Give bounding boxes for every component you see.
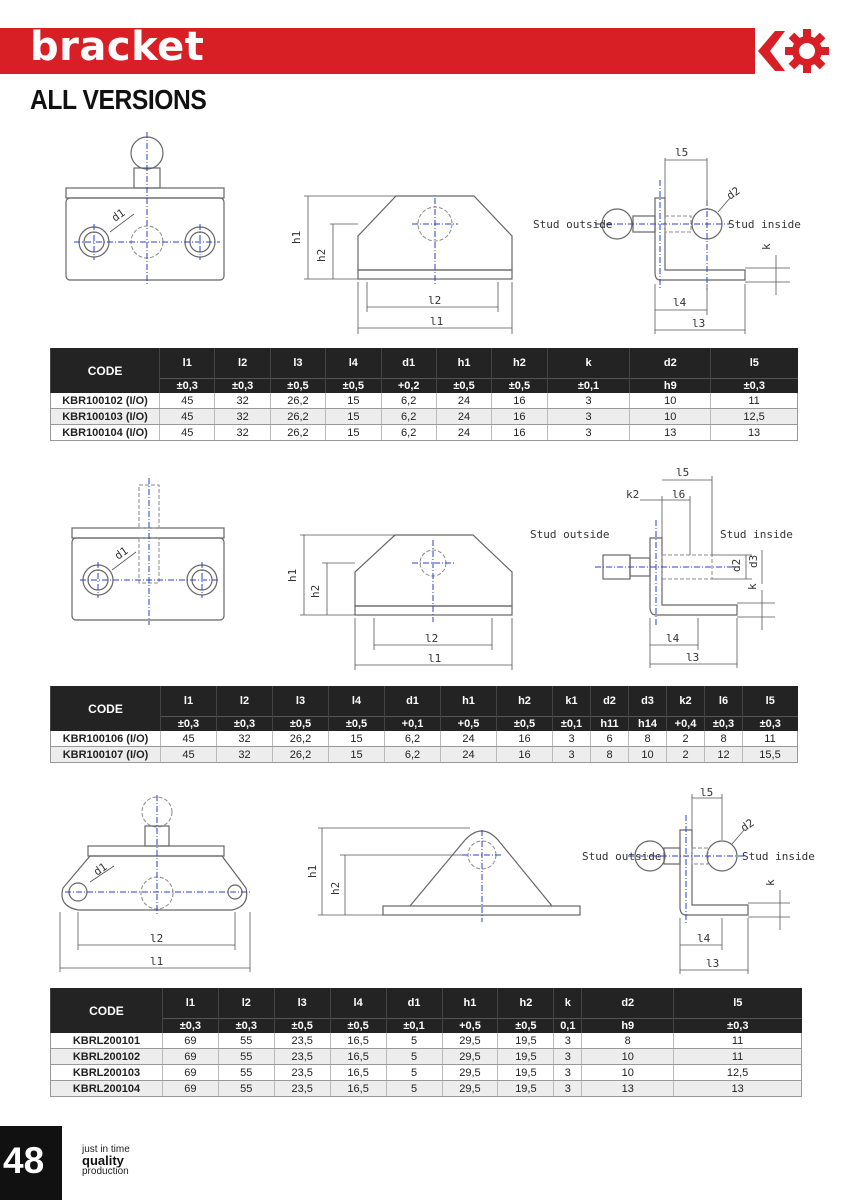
- table-cell: 26,2: [270, 409, 325, 425]
- table-cell: 16,5: [330, 1081, 386, 1097]
- tolerance-header: h9: [582, 1019, 674, 1034]
- col-header: d3: [629, 686, 667, 717]
- col-header: d2: [630, 348, 711, 379]
- table-cell: 5: [386, 1049, 442, 1065]
- table-cell: 29,5: [442, 1049, 498, 1065]
- table-cell: 29,5: [442, 1081, 498, 1097]
- product-code: KBR100107 (I/O): [51, 747, 161, 763]
- table-cell: 3: [554, 1081, 582, 1097]
- col-header: l4: [330, 988, 386, 1019]
- table-cell: 8: [591, 747, 629, 763]
- label-h1: h1: [290, 230, 303, 244]
- table-cell: 2: [667, 731, 705, 747]
- label-stud-outside-2: Stud outside: [530, 528, 610, 541]
- table-cell: 10: [630, 409, 711, 425]
- tolerance-header: h11: [591, 717, 629, 732]
- table-cell: 26,2: [270, 393, 325, 409]
- table-cell: 3: [553, 731, 591, 747]
- col-header: h1: [442, 988, 498, 1019]
- table-cell: 23,5: [274, 1065, 330, 1081]
- label-l1-2: l1: [428, 652, 442, 665]
- table-cell: 10: [582, 1049, 674, 1065]
- label-k-2: k: [746, 583, 759, 590]
- col-header: l3: [273, 686, 329, 717]
- tolerance-header: ±0,5: [270, 379, 325, 394]
- label-d1: d1: [109, 206, 128, 225]
- table-cell: 24: [441, 731, 497, 747]
- table-cell: 13: [630, 425, 711, 441]
- table-cell: 6,2: [385, 747, 441, 763]
- tolerance-header: +0,1: [385, 717, 441, 732]
- label-h1-2: h1: [286, 568, 299, 582]
- table-cell: 23,5: [274, 1081, 330, 1097]
- table-cell: 45: [161, 731, 217, 747]
- table-cell: 3: [554, 1033, 582, 1049]
- label-d2-3: d2: [738, 816, 757, 835]
- tolerance-header: ±0,3: [711, 379, 798, 394]
- tolerance-header: ±0,1: [553, 717, 591, 732]
- table-cell: 6,2: [385, 731, 441, 747]
- table-cell: 69: [162, 1065, 218, 1081]
- table-cell: 19,5: [498, 1081, 554, 1097]
- product-code: KBR100104 (I/O): [51, 425, 160, 441]
- table-cell: 13: [711, 425, 798, 441]
- table-cell: 3: [554, 1049, 582, 1065]
- spec-table-2: [50, 686, 798, 763]
- table-cell: 6,2: [381, 393, 436, 409]
- tolerance-header: +0,2: [381, 379, 436, 394]
- gear-chevron-logo-icon: [755, 24, 835, 78]
- table-cell: 11: [711, 393, 798, 409]
- product-code: KBRL200101: [51, 1033, 163, 1049]
- tolerance-header: ±0,3: [160, 379, 215, 394]
- table-cell: 32: [215, 409, 270, 425]
- col-header: l2: [218, 988, 274, 1019]
- label-l5-3: l5: [700, 786, 714, 799]
- table-cell: 12: [705, 747, 743, 763]
- table-cell: 6,2: [381, 409, 436, 425]
- label-l4-3: l4: [697, 932, 711, 945]
- table-cell: 8: [705, 731, 743, 747]
- table-row: [51, 731, 798, 747]
- table-cell: 5: [386, 1065, 442, 1081]
- tolerance-header: ±0,5: [436, 379, 491, 394]
- table-cell: 8: [582, 1033, 674, 1049]
- label-k2-2: k2: [626, 488, 640, 501]
- table-row: [51, 1049, 802, 1065]
- label-stud-inside-2: Stud inside: [720, 528, 793, 541]
- label-d2-1: d2: [724, 184, 743, 203]
- table-cell: 2: [667, 747, 705, 763]
- table-cell: 55: [218, 1065, 274, 1081]
- label-k-1: k: [760, 243, 773, 250]
- product-code: KBRL200104: [51, 1081, 163, 1097]
- label-l3-1: l3: [692, 317, 706, 330]
- table-cell: 13: [674, 1081, 802, 1097]
- table-cell: 24: [441, 747, 497, 763]
- label-d1-3: d1: [91, 860, 110, 879]
- table-cell: 10: [630, 393, 711, 409]
- table-cell: 16: [492, 393, 547, 409]
- col-header: l5: [743, 686, 798, 717]
- tolerance-header: ±0,3: [217, 717, 273, 732]
- table-cell: 15: [326, 409, 381, 425]
- page-number-box: [0, 1126, 62, 1200]
- table-cell: 19,5: [498, 1065, 554, 1081]
- label-l5-1: l5: [675, 146, 689, 159]
- col-header: h1: [436, 348, 491, 379]
- tolerance-header: ±0,3: [215, 379, 270, 394]
- table-cell: 24: [436, 409, 491, 425]
- col-header: l4: [329, 686, 385, 717]
- table-cell: 5: [386, 1033, 442, 1049]
- col-header: l1: [161, 686, 217, 717]
- col-header: d1: [385, 686, 441, 717]
- label-l1-3: l1: [150, 955, 164, 968]
- code-header: CODE: [51, 686, 161, 731]
- col-header: d1: [381, 348, 436, 379]
- plate-top-view-1: [66, 132, 224, 286]
- table-cell: 11: [674, 1033, 802, 1049]
- table-cell: 15: [326, 425, 381, 441]
- tolerance-header: ±0,1: [386, 1019, 442, 1034]
- table-cell: 10: [629, 747, 667, 763]
- table-cell: 15,5: [743, 747, 798, 763]
- drawing-group-1: [0, 130, 848, 345]
- col-header: h2: [492, 348, 547, 379]
- tolerance-header: ±0,5: [326, 379, 381, 394]
- drawing-group-3: [0, 785, 848, 985]
- col-header: d2: [591, 686, 629, 717]
- label-stud-inside-3: Stud inside: [742, 850, 815, 863]
- col-header: l3: [274, 988, 330, 1019]
- col-header: h2: [497, 686, 553, 717]
- product-code: KBR100102 (I/O): [51, 393, 160, 409]
- tolerance-header: ±0,5: [330, 1019, 386, 1034]
- tolerance-header: ±0,3: [218, 1019, 274, 1034]
- bracket-profile-3: [582, 786, 815, 974]
- table-row: [51, 425, 798, 441]
- label-stud-outside-1: Stud outside: [533, 218, 613, 231]
- label-l4-1: l4: [673, 296, 687, 309]
- table-cell: 19,5: [498, 1049, 554, 1065]
- table-cell: 8: [629, 731, 667, 747]
- table-cell: 32: [215, 393, 270, 409]
- table-cell: 13: [582, 1081, 674, 1097]
- table-cell: 6: [591, 731, 629, 747]
- table-cell: 3: [554, 1065, 582, 1081]
- col-header: l5: [674, 988, 802, 1019]
- table-cell: 15: [326, 393, 381, 409]
- label-h2-3: h2: [329, 881, 342, 895]
- table-cell: 19,5: [498, 1033, 554, 1049]
- bracket-profile-2: [530, 466, 793, 668]
- label-l6-2: l6: [672, 488, 686, 501]
- tolerance-header: ±0,3: [162, 1019, 218, 1034]
- page-title: bracket: [30, 24, 205, 70]
- col-header: k: [547, 348, 630, 379]
- col-header: l1: [162, 988, 218, 1019]
- table-cell: 16,5: [330, 1033, 386, 1049]
- col-header: d1: [386, 988, 442, 1019]
- page-number: 48: [3, 1140, 45, 1181]
- col-header: k1: [553, 686, 591, 717]
- tolerance-header: ±0,5: [498, 1019, 554, 1034]
- table-cell: 16,5: [330, 1049, 386, 1065]
- table-cell: 12,5: [674, 1065, 802, 1081]
- table-cell: 69: [162, 1049, 218, 1065]
- tolerance-header: h9: [630, 379, 711, 394]
- plate-side-view-2: [286, 535, 512, 670]
- table-row: [51, 1081, 802, 1097]
- table-cell: 3: [547, 425, 630, 441]
- tolerance-header: ±0,3: [674, 1019, 802, 1034]
- tagline-line-2: quality: [82, 1153, 124, 1168]
- col-header: d2: [582, 988, 674, 1019]
- table-cell: 32: [215, 425, 270, 441]
- table-cell: 26,2: [270, 425, 325, 441]
- bracket-profile-1: [533, 146, 801, 334]
- tolerance-header: ±0,3: [705, 717, 743, 732]
- code-header: CODE: [51, 348, 160, 393]
- page-subtitle: ALL VERSIONS: [30, 84, 207, 115]
- table-cell: 55: [218, 1049, 274, 1065]
- plate-top-view-2: [72, 478, 224, 625]
- table-cell: 3: [547, 409, 630, 425]
- table-cell: 32: [217, 747, 273, 763]
- col-header: h2: [498, 988, 554, 1019]
- plate-side-view-3: [306, 828, 580, 922]
- label-h2: h2: [315, 248, 328, 262]
- label-l2-2: l2: [425, 632, 439, 645]
- product-code: KBRL200102: [51, 1049, 163, 1065]
- tolerance-header: +0,5: [442, 1019, 498, 1034]
- col-header: l2: [215, 348, 270, 379]
- label-stud-inside-1: Stud inside: [728, 218, 801, 231]
- table-cell: 26,2: [273, 747, 329, 763]
- tolerance-header: +0,5: [441, 717, 497, 732]
- table-cell: 29,5: [442, 1033, 498, 1049]
- table-cell: 23,5: [274, 1033, 330, 1049]
- table-row: [51, 1065, 802, 1081]
- table-cell: 69: [162, 1081, 218, 1097]
- product-code: KBR100103 (I/O): [51, 409, 160, 425]
- table-cell: 5: [386, 1081, 442, 1097]
- tolerance-header: h14: [629, 717, 667, 732]
- tagline-line-1: just in time: [82, 1144, 130, 1155]
- tolerance-header: ±0,5: [497, 717, 553, 732]
- label-k-3: k: [764, 879, 777, 886]
- tolerance-header: ±0,1: [547, 379, 630, 394]
- label-l3-3: l3: [706, 957, 720, 970]
- col-header: l1: [160, 348, 215, 379]
- label-stud-outside-3: Stud outside: [582, 850, 662, 863]
- table-cell: 26,2: [273, 731, 329, 747]
- tolerance-header: 0,1: [554, 1019, 582, 1034]
- label-d2-2: d2: [730, 558, 743, 572]
- table-cell: 16: [492, 425, 547, 441]
- table-cell: 23,5: [274, 1049, 330, 1065]
- table-cell: 16: [497, 747, 553, 763]
- label-d3-2: d3: [747, 554, 760, 568]
- table-cell: 16: [497, 731, 553, 747]
- label-d1-2: d1: [112, 544, 131, 563]
- col-header: l4: [326, 348, 381, 379]
- table-cell: 45: [160, 425, 215, 441]
- table-cell: 6,2: [381, 425, 436, 441]
- col-header: l6: [705, 686, 743, 717]
- table-cell: 24: [436, 425, 491, 441]
- tolerance-header: ±0,3: [743, 717, 798, 732]
- label-h1-3: h1: [306, 864, 319, 878]
- label-l5-2: l5: [676, 466, 690, 479]
- table-cell: 11: [674, 1049, 802, 1065]
- table-cell: 3: [547, 393, 630, 409]
- col-header: l5: [711, 348, 798, 379]
- col-header: k2: [667, 686, 705, 717]
- table-cell: 12,5: [711, 409, 798, 425]
- spec-table-1: [50, 348, 798, 441]
- table-cell: 16: [492, 409, 547, 425]
- drawing-group-2: [0, 460, 848, 685]
- tolerance-header: ±0,5: [492, 379, 547, 394]
- table-row: [51, 393, 798, 409]
- tagline: [82, 1144, 130, 1177]
- table-row: [51, 747, 798, 763]
- table-cell: 11: [743, 731, 798, 747]
- table-cell: 32: [217, 731, 273, 747]
- table-cell: 29,5: [442, 1065, 498, 1081]
- tagline-line-3: production: [82, 1166, 129, 1177]
- col-header: k: [554, 988, 582, 1019]
- table-cell: 45: [160, 393, 215, 409]
- col-header: h1: [441, 686, 497, 717]
- tolerance-header: ±0,5: [274, 1019, 330, 1034]
- plate-side-view-1: [290, 196, 512, 334]
- label-l4-2: l4: [666, 632, 680, 645]
- product-code: KBR100106 (I/O): [51, 731, 161, 747]
- label-l1: l1: [430, 315, 444, 328]
- label-l2: l2: [428, 294, 442, 307]
- table-cell: 15: [329, 747, 385, 763]
- tolerance-header: +0,4: [667, 717, 705, 732]
- product-code: KBRL200103: [51, 1065, 163, 1081]
- label-l3-2: l3: [686, 651, 700, 664]
- table-cell: 10: [582, 1065, 674, 1081]
- header-bar: [0, 24, 757, 74]
- plate-top-view-3: [60, 795, 250, 972]
- table-cell: 45: [161, 747, 217, 763]
- table-cell: 16,5: [330, 1065, 386, 1081]
- table-cell: 55: [218, 1081, 274, 1097]
- label-h2-2: h2: [309, 584, 322, 598]
- table-row: [51, 1033, 802, 1049]
- spec-table-3: [50, 988, 802, 1097]
- table-cell: 69: [162, 1033, 218, 1049]
- table-cell: 3: [553, 747, 591, 763]
- tolerance-header: ±0,5: [329, 717, 385, 732]
- table-row: [51, 409, 798, 425]
- table-cell: 55: [218, 1033, 274, 1049]
- code-header: CODE: [51, 988, 163, 1033]
- table-cell: 24: [436, 393, 491, 409]
- col-header: l2: [217, 686, 273, 717]
- table-cell: 15: [329, 731, 385, 747]
- tolerance-header: ±0,3: [161, 717, 217, 732]
- col-header: l3: [270, 348, 325, 379]
- label-l2-3: l2: [150, 932, 164, 945]
- table-cell: 45: [160, 409, 215, 425]
- tolerance-header: ±0,5: [273, 717, 329, 732]
